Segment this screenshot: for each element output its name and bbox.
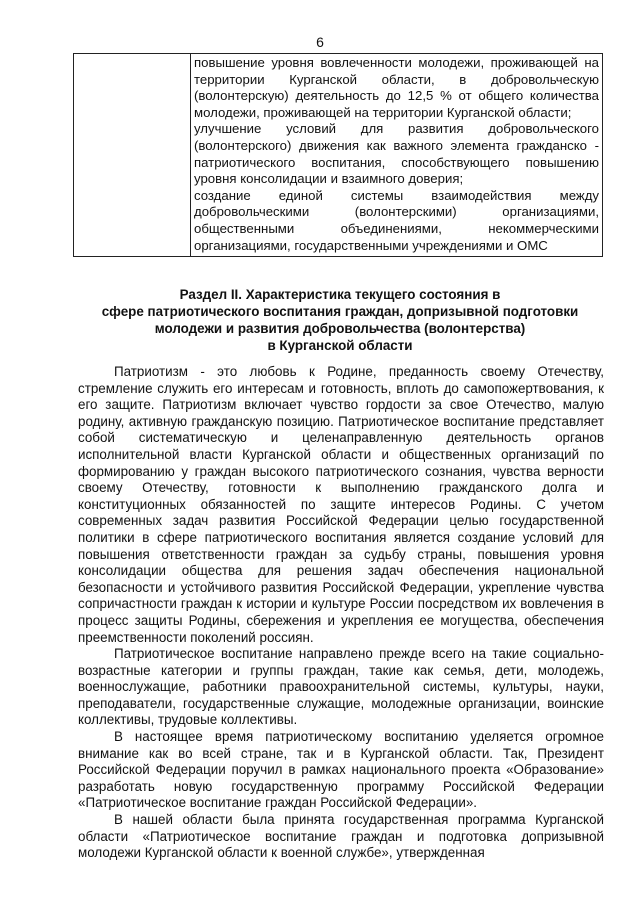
table-right-cell (191, 54, 603, 257)
table-item-system: создание единой системы взаимодействия между добровольческими (волонтерскими) организациями, общественными объединениями, некоммерческими организациями, государственными учреждениями и ОМС (194, 187, 599, 253)
paragraph-patriotism-definition: Патриотизм - это любовь к Родине, преданность своему Отечеству, стремление служить его интересам и готовность, вплоть до самопожертвования, к его защите. Патриотизм включает чувство гордости за свое Отечество, малую родину, активную гражданскую позицию. Патриотическое воспитание представляет собой систематическую и целенаправленную деятельность органов исполнительной власти Курганской области и общественных организаций по формированию у граждан высокого патриотического сознания, чувства верности своему Отечеству, готовности к выполнению гражданского долга и конституционных обязанностей по защите интересов Родины. С учетом современных задач развития Российской Федерации целью государственной политики в сфере патриотического воспитания является создание условий для повышения ответственности граждан за судьбу страны, повышения уровня консолидации общества для решения задач обеспечения национальной безопасности и устойчивого развития Российской Федерации, укрепление чувства сопричастности граждан к истории и культуре России посредством их вовлечения в процесс защиты Родины, сбережения и укрепления ее могущества, обеспечения преемственности поколений россиян. (78, 364, 604, 645)
page-number: 6 (316, 34, 324, 50)
paragraph-current-attention: В настоящее время патриотическому воспитанию уделяется огромное внимание как во всей стране, так и в Курганской области. Так, Президент Российской Федерации поручил в рамках национального проекта «Образование» разработать новую государственную программу Российской Федерации «Патриотическое воспитание граждан Российской Федерации». (78, 729, 604, 811)
paragraph-regional-program: В нашей области была принята государственная программа Курганской области «Патриотическое воспитание граждан и подготовка допризывной молодежи Курганской области к военной службе», утвержденная (78, 812, 604, 861)
section-heading (80, 286, 600, 354)
heading-line: молодежи и развития добровольчества (волонтерства) (154, 321, 526, 336)
heading-line: в Курганской области (267, 338, 413, 353)
heading-line: Раздел II. Характеристика текущего состояния в (179, 287, 501, 302)
table-left-cell (74, 54, 191, 257)
heading-line: сфере патриотического воспитания граждан, допризывной подготовки (101, 304, 579, 319)
table-item-conditions: улучшение условий для развития добровольческого (волонтерского) движения как важного элемента гражданско - патриотического воспитания, способствующего повышению уровня консолидации и взаимного доверия; (194, 121, 599, 187)
table-item-engagement: повышение уровня вовлеченности молодежи, проживающей на территории Курганской области, в добровольческую (волонтерскую) деятельность до 12,5 % от общего количества молодежи, проживающей на территории Курганской области; (194, 55, 599, 120)
table-row (74, 54, 603, 257)
paragraph-target-groups: Патриотическое воспитание направлено прежде всего на такие социально-возрастные категории и группы граждан, такие как семья, дети, молодежь, военнослужащие, работники правоохранительной системы, культуры, науки, преподаватели, государственные служащие, молодежные организации, воинские коллективы, трудовые коллективы. (78, 646, 604, 728)
body-text (78, 364, 604, 862)
continuation-table (73, 53, 603, 257)
